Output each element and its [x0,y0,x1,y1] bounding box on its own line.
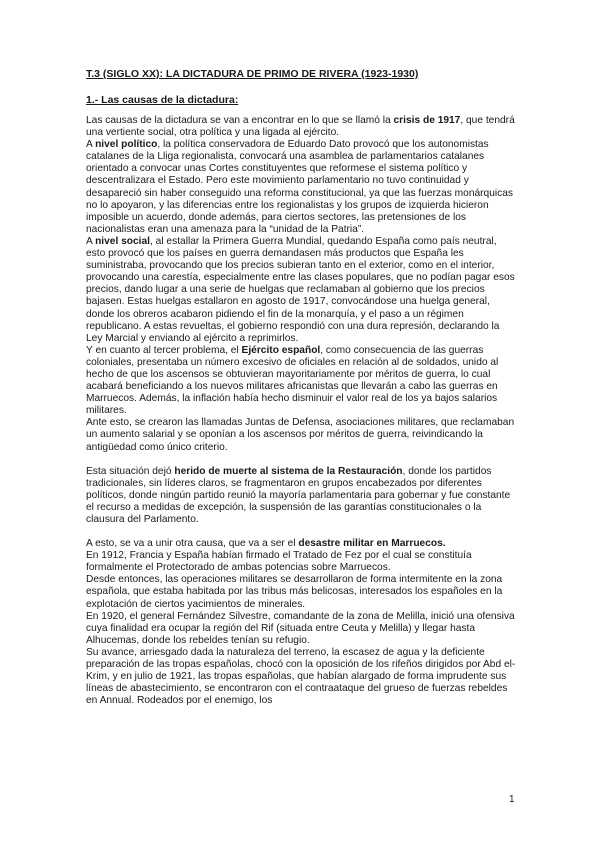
bold-term: nivel político [95,139,158,151]
bold-term: crisis de 1917 [393,115,461,126]
document-title: T.3 (SIGLO XX): LA DICTADURA DE PRIMO DE RIVERA (1923-1930) [86,68,419,80]
paragraph-nivel-social: A nivel social, al estallar la Primera Guerra Mundial, quedando España como país neutral, esto provocó que los países en guerra demandasen más productos que España les suministraba, provocando que los precios subieran tanto en el exterior, como en el interior, provocando una carestía, especialmente entre las clases populares, que no podían pagar esos precios, dando lugar a una serie de huelgas que reclamaban al gobierno que los precios bajasen. Estas huelgas estallaron en agosto de 1917, convocándose una huelga general, donde los obreros acabaron pidiendo el fin de la monarquía, y el paso a un régimen republicano. A estas revueltas, el gobierno respondió con una dura represión, declarando la Ley Marcial y enviando al ejército a reprimirlos. [86,235,515,344]
paragraph-juntas-defensa: Ante esto, se crearon las llamadas Juntas de Defensa, asociaciones militares, que reclamaban un aumento salarial y se oponían a los ascensos por méritos de guerra, reivindicando la antigüedad como único criterio. [86,417,515,453]
document-page [86,68,518,707]
paragraph-silvestre: En 1920, el general Fernández Silvestre, comandante de la zona de Melilla, inició una ofensiva cuya finalidad era ocupar la región del Rif (situada entre Ceuta y Melilla) y llegar hasta Alhucemas, donde los rebeldes tenían su refugio. [86,610,515,646]
bold-term: herido de muerte al sistema de la Restauración [174,465,403,477]
bold-term: nivel social [95,235,151,247]
page-number: 1 [509,794,515,805]
paragraph-tratado-fez: En 1912, Francia y España habían firmado el Tratado de Fez por el cual se constituía formalmente el Protectorado de ambas potencias sobre Marruecos. [86,550,472,574]
paragraph-nivel-politico: A nivel político, la política conservadora de Eduardo Dato provocó que los autonomistas catalanes de la Lliga regionalista, convocará una asamblea de parlamentarios catalanes orientado a convocar unas Cortes constituyentes que reformese el sistema político y descentralizara el Estado. Pero este movimiento parlamentario no tuvo continuidad y desapareció sin haber conseguido una reforma constitucional, ya que las fuerzas monárquicas no lo apoyaron, y las diferencias entre los regionalistas y los grupos de izquierda hicieron imposible un acuerdo, donde además, para ciertos sectores, las pretensiones de los nacionalistas eran una amenaza para la “unidad de la Patria”. [86,139,513,235]
paragraph-operaciones: Desde entonces, las operaciones militares se desarrollaron de forma intermitente en la zona española, que estaba habitada por las tribus más belicosas, interesados los españoles en la explotación de ciertos yacimientos de minerales. [86,574,503,610]
bold-term: Ejército español [241,344,321,356]
section-heading: 1.- Las causas de la dictadura: [86,94,239,106]
paragraph-crisis-1917: Las causas de la dictadura se van a encontrar en lo que se llamó la crisis de 1917, que tendrá una vertiente social, otra política y una ligada al ejército. [86,115,515,139]
paragraph-ejercito: Y en cuanto al tercer problema, el Ejército español, como consecuencia de las guerras coloniales, presentaba un número excesivo de oficiales en relación al de soldados, unido al hecho de que los ascensos se obtuvieran mayoritariamente por méritos de guerra, lo cual acabará beneficiando a los nuevos militares africanistas que llevarán a cabo las guerras en Marruecos. Además, la inflación había hecho disminuir el valor real de los ya bajos salarios militares. [86,344,499,417]
bold-term: desastre militar en Marruecos. [298,538,446,550]
paragraph-annual: Su avance, arriesgado dada la naturaleza del terreno, la escasez de agua y la deficiente preparación de las tropas españolas, chocó con la oposición de los rifeños dirigidos por Abd el-Krim, y en julio de 1921, las tropas españolas, que habían alargado de forma imprudente sus líneas de abastecimiento, se encontraron con el contraataque del grueso de fuerzas rebeldes en Annual. Rodeados por el enemigo, los [86,646,516,707]
paragraph-restauracion: Esta situación dejó herido de muerte al sistema de la Restauración, donde los partidos tradicionales, sin líderes claros, se fragmentaron en grupos encabezados por diferentes políticos, donde ningún partido reunió la mayoría parlamentaria para gobernar y fue constante el recurso a medidas de excepción, la suspensión de las garantías constitucionales o la clausura del Parlamento. [86,465,511,525]
paragraph-marruecos-intro: A esto, se va a unir otra causa, que va a ser el desastre militar en Marruecos. [86,538,446,550]
